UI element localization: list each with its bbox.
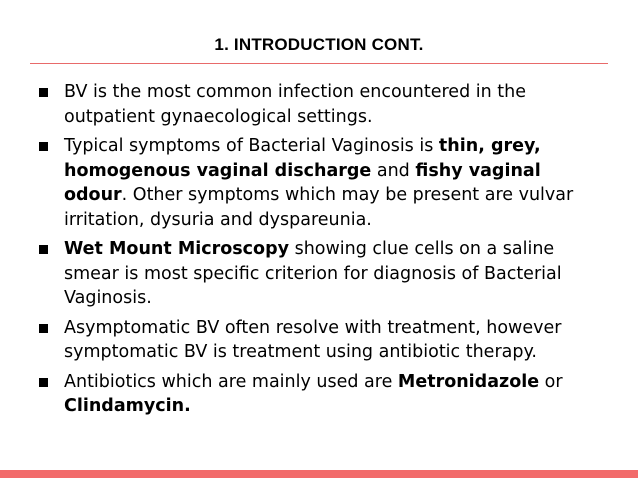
bullet-item (38, 134, 610, 232)
bullet-text: and (371, 160, 416, 181)
bullet-text: BV is the most common infection encountered in the outpatient gynaecological settings. (64, 82, 526, 127)
square-bullet-icon (39, 142, 48, 151)
bullet-item (38, 316, 610, 365)
bullet-text: Asymptomatic BV often resolve with treatment, however symptomatic BV is treatment using antibiotic therapy. (64, 317, 562, 362)
bullet-text: Typical symptoms of Bacterial Vaginosis is (64, 136, 439, 156)
bullet-item (38, 370, 610, 419)
bullet-text: . Other symptoms which may be present are vulvar irritation, dysuria and dyspareunia. (64, 185, 574, 230)
square-bullet-icon (39, 245, 48, 254)
square-bullet-icon (39, 324, 48, 333)
bullet-bold-text: Metronidazole (397, 371, 540, 392)
square-bullet-icon (39, 88, 48, 97)
slide-title: 1. INTRODUCTION CONT. (214, 35, 424, 54)
bullet-bold-text: fishy vaginal odour (64, 160, 541, 205)
bullet-text: or (539, 371, 563, 392)
square-bullet-icon (39, 378, 48, 387)
bullet-bold-text: thin, grey, homogenous vaginal discharge (64, 136, 541, 181)
bullet-item (38, 237, 610, 311)
bullet-list (38, 80, 610, 424)
bullet-bold-text: Clindamycin. (64, 396, 191, 416)
bullet-bold-text: Wet Mount Microscopy (64, 239, 290, 259)
bullet-text: showing clue cells on a saline smear is most specific criterion for diagnosis of Bacterial Vaginosis. (64, 239, 562, 308)
bullet-item (38, 80, 610, 129)
title-divider (30, 63, 608, 64)
bullet-text: Antibiotics which are mainly used are (64, 371, 398, 392)
bottom-accent-bar (0, 470, 638, 478)
